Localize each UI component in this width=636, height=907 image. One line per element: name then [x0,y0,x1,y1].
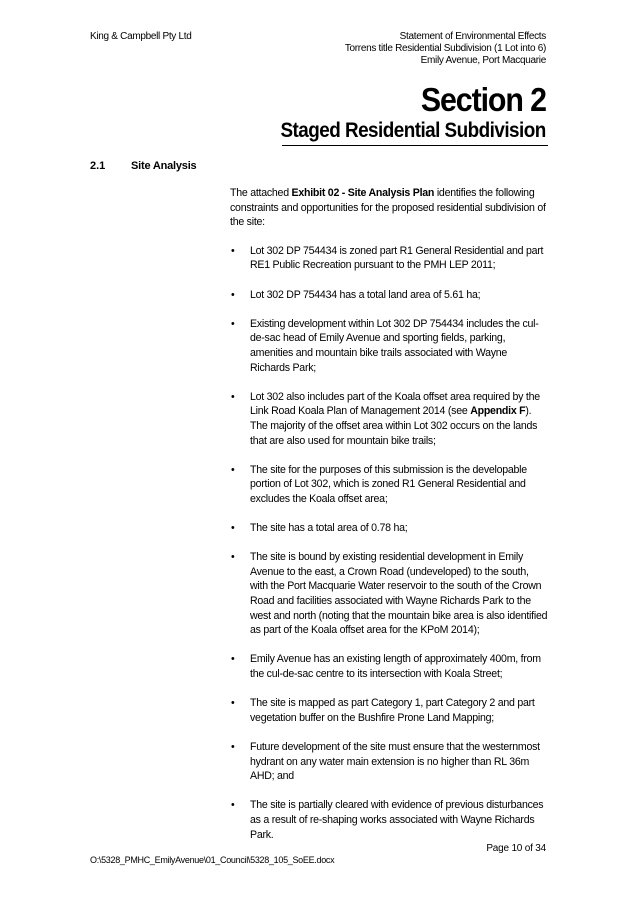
bullet-icon: • [231,740,235,753]
bullet-icon: • [231,463,235,476]
subsection-title: Site Analysis [131,160,197,172]
list-item-text: Lot 302 DP 754434 is zoned part R1 General Residential and part RE1 Public Recreation pursuant to the PMH LEP 2011; [250,244,544,272]
list-item [230,798,548,842]
bullet-icon: • [231,244,235,257]
header-doc-location: Emily Avenue, Port Macquarie [420,55,546,66]
intro-text-after: identifies the following constraints and opportunities for the proposed residential subdivision of the site: [230,187,546,229]
section-title: Section 2 [420,81,546,118]
intro-exhibit-ref: Exhibit 02 - Site Analysis Plan [291,187,435,199]
bullet-icon: • [231,317,235,330]
bullet-icon: • [231,799,235,812]
list-item-text: The site has a total area of 0.78 ha; [250,522,408,535]
page-number: Page 10 of 34 [486,843,546,854]
header-doc-info [345,31,546,67]
bullet-icon: • [231,288,235,301]
bullet-icon: • [231,522,235,535]
list-item-text: The site is bound by existing residential development in Emily Avenue to the east, a Crown Road (undeveloped) to the south, with the Port Macquarie Water reservoir to the south of the Crown Road and facilities associated with Wayne Richards Park to the west and north (noting that the mountain bike area is also identified as part of the Koala offset area for the KPoM 2014); [250,551,548,637]
footer-file-path: O:\5328_PMHC_EmilyAvenue\01_Council\5328_105_SoEE.docx [90,855,335,865]
list-item [230,244,548,273]
list-item [230,521,548,536]
list-item [230,740,548,784]
list-item-text: The site is partially cleared with evidence of previous disturbances as a result of re-shaping works associated with Wayne Richards Park. [250,799,544,841]
list-item-text-after: ). The majority of the offset area within Lot 302 occurs on the lands that are also used for mountain bike trails; [250,405,538,447]
list-item-text: The site for the purposes of this submission is the developable portion of Lot 302, which is zoned R1 General Residential and excludes the Koala offset area; [250,463,527,505]
list-item-text: Future development of the site must ensure that the westernmost hydrant on any water main extension is no higher than RL 36m AHD; and [250,740,540,783]
intro-text-before: The attached [230,187,292,199]
body-content [230,186,548,857]
list-item [230,696,548,725]
list-item-text: Lot 302 DP 754434 has a total land area of 5.61 ha; [250,288,481,301]
intro-paragraph [230,186,548,230]
list-item [230,550,548,638]
list-item-text-before: Lot 302 also includes part of the Koala offset area required by the Link Road Koala Plan of Management 2014 (see [250,390,540,418]
header-company: King & Campbell Pty Ltd [90,31,192,42]
list-item [230,288,548,303]
subsection-number: 2.1 [90,160,106,172]
list-item [230,317,548,375]
section-rule [282,145,548,146]
bullet-icon: • [231,697,235,710]
appendix-ref: Appendix F [470,405,526,418]
list-item-text: The site is mapped as part Category 1, part Category 2 and part vegetation buffer on the Bushfire Prone Land Mapping; [250,697,535,724]
header-doc-title: Statement of Environmental Effects [399,31,546,42]
bullet-icon: • [231,551,235,564]
bullet-icon: • [231,653,235,666]
list-item-text: Emily Avenue has an existing length of approximately 400m, from the cul-de-sac centre to its intersection with Koala Street; [250,653,541,680]
list-item [230,390,548,448]
section-subtitle: Staged Residential Subdivision [280,119,546,142]
list-item [230,652,548,681]
site-analysis-list [230,244,548,842]
bullet-icon: • [231,390,235,403]
list-item-text: Existing development within Lot 302 DP 754434 includes the cul-de-sac head of Emily Avenue and sporting fields, parking, amenities and mountain bike trails associated with Wayne Richards Park; [250,317,539,374]
list-item [230,463,548,507]
header-doc-subtitle: Torrens title Residential Subdivision (1 Lot into 6) [344,43,546,54]
